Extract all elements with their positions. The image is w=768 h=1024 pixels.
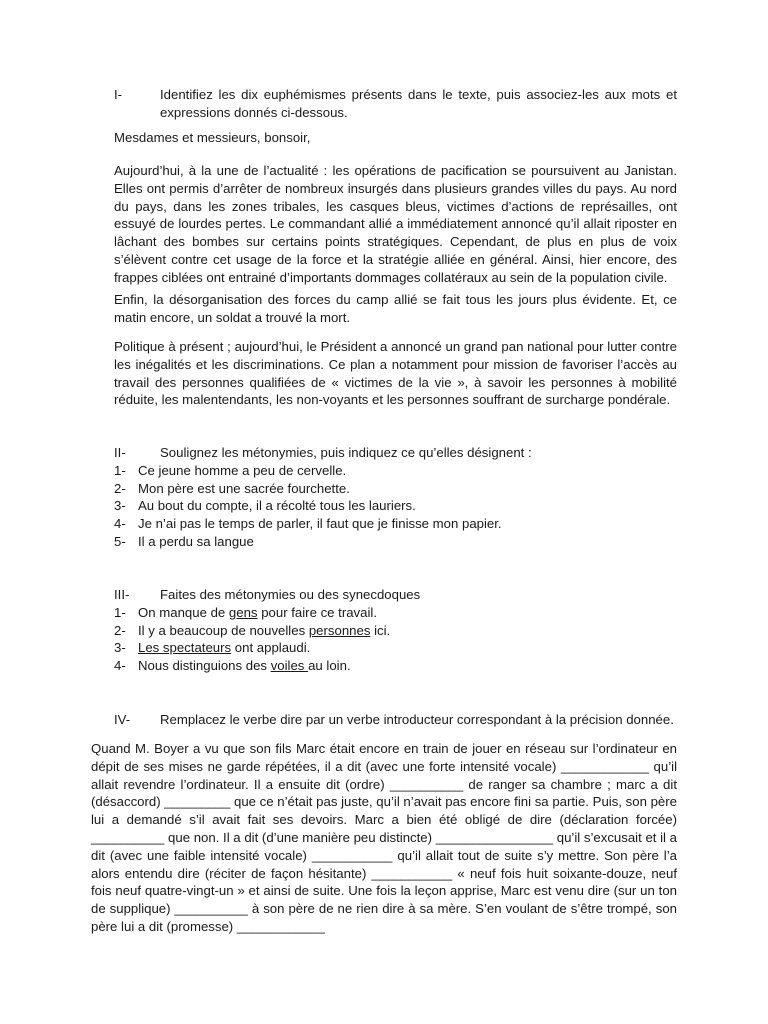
underlined-word: personnes (308, 622, 371, 638)
paragraph-exercise: Quand M. Boyer a vu que son fils Marc était encore en train de jouer en réseau sur l’ordinateur en dépit de ses mises ne garde répétées, il a dit (avec une forte intensité vocale) ____________ qu’il allait revendre l’ordinateur. Il a ensuite dit (ordre) __________ de ranger sa chambre ; marc a dit (désaccord) _________ que ce n’était pas juste, qu’il n’avait pas encore fini sa partie. Puis, son père lui a demandé s’il avait fait ses devoirs. Marc a bien été obligé de dire (déclaration forcée) __________ que non. Il a dit (d’une manière peu distincte) ________________ qu’il s’excusait et il a dit (avec une faible intensité vocale) ___________ qu’il allait tout de suite s’y mettre. Son père l’a alors entendu dire (réciter de façon hésitante) ___________ « neuf fois huit soixante-douze, neuf fois neuf quatre-vingt-un » et ainsi de suite. Une fois la leçon apprise, Marc est venu dire (sur un ton de supplique) __________ à son père de ne rien dire à sa mère. S’en voulant de s’être trompé, son père lui a dit (promesse) ____________ (91, 741, 677, 934)
section-3-header (114, 586, 677, 604)
greeting: Mesdames et messieurs, bonsoir, (114, 130, 311, 145)
paragraph-news-2: Enfin, la désorganisation des forces du camp allié se fait tous les jours plus évidente. Et, ce matin encore, un soldat a trouvé la mort. (114, 292, 677, 325)
section-1-number: I- (114, 87, 123, 102)
list-item: 3- Au bout du compte, il a récolté tous les lauriers. (114, 498, 416, 514)
list-item: 1- On manque de gens pour faire ce travail. (114, 604, 378, 620)
section-3-number: III- (114, 587, 130, 602)
section-4-instruction: Remplacez le verbe dire par un verbe introducteur correspondant à la précision donnée. (160, 712, 674, 727)
section-3 (114, 586, 677, 675)
list-item: 2- Il y a beaucoup de nouvelles personnes ici. (114, 622, 391, 638)
list-item: 3- Les spectateurs ont applaudi. (114, 640, 311, 656)
section-2-instruction: Soulignez les métonymies, puis indiquez ce qu’elles désignent : (160, 445, 532, 460)
underlined-word: gens (228, 604, 258, 620)
underlined-word: voiles (270, 658, 309, 674)
list-item: 4- Nous distinguions des voiles au loin. (114, 658, 351, 674)
section-4-number: IV- (114, 712, 131, 727)
section-3-instruction: Faites des métonymies ou des synecdoques (160, 587, 421, 602)
section-2 (114, 444, 677, 551)
list-item: 5- Il a perdu sa langue (114, 533, 254, 549)
list-item: 1- Ce jeune homme a peu de cervelle. (114, 462, 347, 478)
paragraph-news-3: Politique à présent ; aujourd’hui, le Président a annoncé un grand pan national pour lutter contre les inégalités et les discriminations. Ce plan a notamment pour mission de favoriser l’accès au travail des personnes qualifiées de « victimes de la vie », à savoir les personnes à mobilité réduite, les malentendants, les non-voyants et les personnes souffrant de surcharge pondérale. (114, 339, 677, 408)
section-1-instruction: Identifiez les dix euphémismes présents dans le texte, puis associez-les aux mots et expressions donnés ci-dessous. (160, 87, 677, 120)
list-item: 2- Mon père est une sacrée fourchette. (114, 480, 350, 496)
section-1-header (114, 86, 677, 122)
underlined-word: Les spectateurs (138, 640, 232, 656)
section-2-number: II- (114, 445, 126, 460)
paragraph-news-1: Aujourd’hui, à la une de l’actualité : les opérations de pacification se poursuivent au Janistan. Elles ont permis d’arrêter de nombreux insurgés dans plusieurs grandes villes du pays. Au nord du pays, dans les zones tribales, les casques bleus, victimes d’actions de représailles, ont essuyé de lourdes pertes. Le commandant allié a immédiatement annoncé qu’il allait riposter en lâchant des bombes sur certains points stratégiques. Cependant, de plus en plus de voix s’élèvent contre cet usage de la force et la stratégie alliée en général. Ainsi, hier encore, des frappes ciblées ont entrainé d’importants dommages collatéraux au sein de la population civile. (114, 163, 677, 285)
section-4-header (114, 711, 677, 729)
list-item: 4- Je n’ai pas le temps de parler, il faut que je finisse mon papier. (114, 516, 502, 532)
section-2-header (114, 444, 677, 462)
